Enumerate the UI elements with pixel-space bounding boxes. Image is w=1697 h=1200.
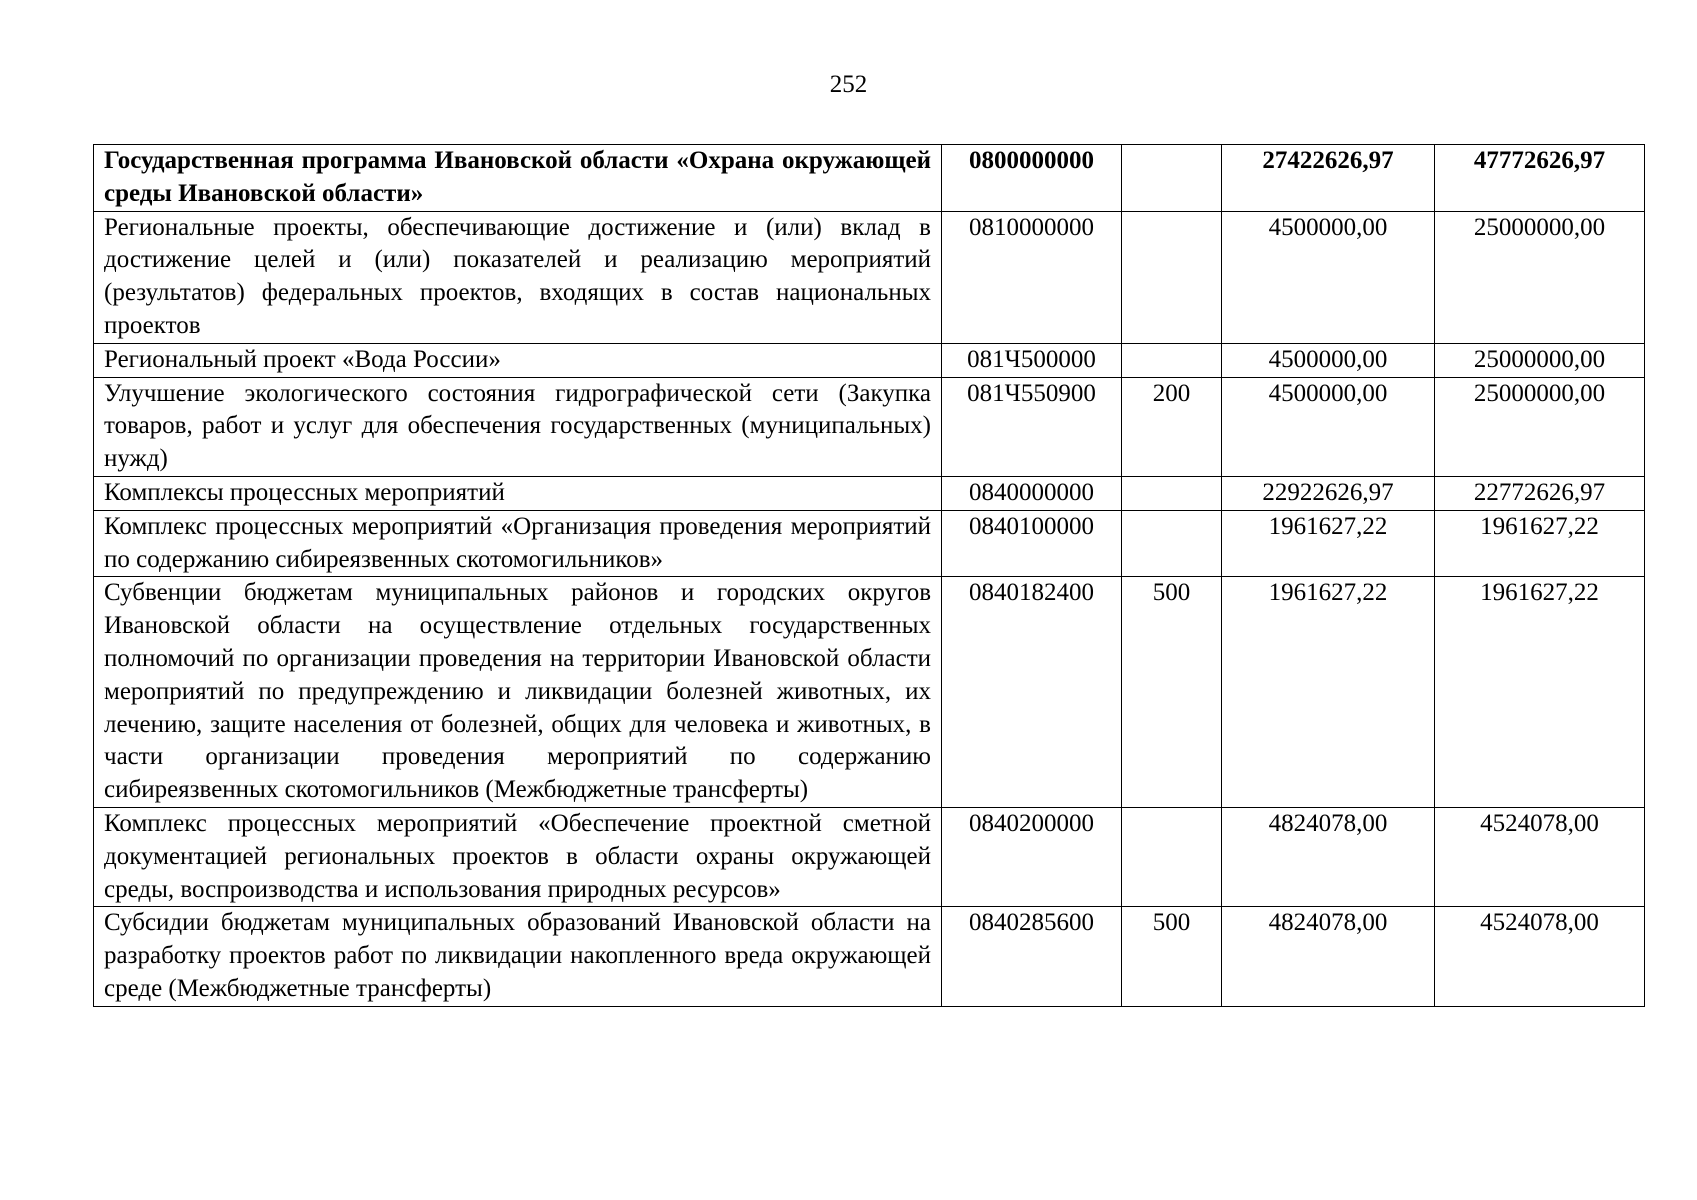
row-code-cell: 0840100000 [942, 510, 1122, 577]
budget-table-body [94, 145, 1645, 1007]
row-sum-2026-cell: 25000000,00 [1435, 343, 1645, 377]
row-code-cell: 0810000000 [942, 211, 1122, 343]
table-row [94, 577, 1645, 808]
table-row [94, 476, 1645, 510]
row-sum-2025-cell: 22922626,97 [1222, 476, 1435, 510]
table-row [94, 145, 1645, 212]
row-name-cell: Комплексы процессных мероприятий [94, 476, 942, 510]
row-code-cell: 0840285600 [942, 907, 1122, 1006]
row-type-cell [1122, 476, 1222, 510]
table-row [94, 807, 1645, 906]
page-number: 252 [829, 71, 868, 98]
row-sum-2026-cell: 25000000,00 [1435, 377, 1645, 476]
row-code-cell: 0840182400 [942, 577, 1122, 808]
row-code-cell: 0840000000 [942, 476, 1122, 510]
table-row [94, 510, 1645, 577]
row-sum-2026-cell: 1961627,22 [1435, 577, 1645, 808]
row-sum-2025-cell: 4824078,00 [1222, 907, 1435, 1006]
row-code-cell: 081Ч550900 [942, 377, 1122, 476]
row-sum-2025-cell: 27422626,97 [1222, 145, 1435, 212]
row-sum-2025-cell: 4500000,00 [1222, 211, 1435, 343]
row-type-cell [1122, 211, 1222, 343]
row-sum-2025-cell: 1961627,22 [1222, 510, 1435, 577]
row-type-cell [1122, 807, 1222, 906]
row-code-cell: 0800000000 [942, 145, 1122, 212]
row-sum-2026-cell: 4524078,00 [1435, 807, 1645, 906]
row-sum-2026-cell: 47772626,97 [1435, 145, 1645, 212]
row-type-cell [1122, 510, 1222, 577]
table-row [94, 907, 1645, 1006]
table-row [94, 211, 1645, 343]
row-sum-2025-cell: 4500000,00 [1222, 377, 1435, 476]
row-sum-2026-cell: 25000000,00 [1435, 211, 1645, 343]
row-type-cell [1122, 343, 1222, 377]
table-row [94, 343, 1645, 377]
row-name-cell: Региональные проекты, обеспечивающие достижение и (или) вклад в достижение целей и (или) показателей и реализацию мероприятий (результатов) федеральных проектов, входящих в состав национальных проектов [94, 211, 942, 343]
table-row [94, 377, 1645, 476]
row-type-cell: 500 [1122, 577, 1222, 808]
row-sum-2025-cell: 4500000,00 [1222, 343, 1435, 377]
row-name-cell: Субвенции бюджетам муниципальных районов и городских округов Ивановской области на осуществление отдельных государственных полномочий по организации проведения на территории Ивановской области мероприятий по предупреждению и ликвидации болезней животных, их лечению, защите населения от болезней, общих для человека и животных, в части организации проведения мероприятий по содержанию сибиреязвенных скотомогильников (Межбюджетные трансферты) [94, 577, 942, 808]
row-sum-2026-cell: 22772626,97 [1435, 476, 1645, 510]
row-type-cell: 500 [1122, 907, 1222, 1006]
row-name-cell: Комплекс процессных мероприятий «Обеспечение проектной сметной документацией региональных проектов в области охраны окружающей среды, воспроизводства и использования природных ресурсов» [94, 807, 942, 906]
row-sum-2025-cell: 4824078,00 [1222, 807, 1435, 906]
row-code-cell: 081Ч500000 [942, 343, 1122, 377]
row-name-cell: Региональный проект «Вода России» [94, 343, 942, 377]
row-type-cell [1122, 145, 1222, 212]
row-sum-2026-cell: 4524078,00 [1435, 907, 1645, 1006]
row-sum-2026-cell: 1961627,22 [1435, 510, 1645, 577]
row-sum-2025-cell: 1961627,22 [1222, 577, 1435, 808]
row-name-cell: Комплекс процессных мероприятий «Организация проведения мероприятий по содержанию сибиреязвенных скотомогильников» [94, 510, 942, 577]
row-code-cell: 0840200000 [942, 807, 1122, 906]
row-type-cell: 200 [1122, 377, 1222, 476]
budget-table [93, 144, 1645, 1007]
row-name-cell: Государственная программа Ивановской области «Охрана окружающей среды Ивановской области» [94, 145, 942, 212]
row-name-cell: Субсидии бюджетам муниципальных образований Ивановской области на разработку проектов работ по ликвидации накопленного вреда окружающей среде (Межбюджетные трансферты) [94, 907, 942, 1006]
row-name-cell: Улучшение экологического состояния гидрографической сети (Закупка товаров, работ и услуг для обеспечения государственных (муниципальных) нужд) [94, 377, 942, 476]
